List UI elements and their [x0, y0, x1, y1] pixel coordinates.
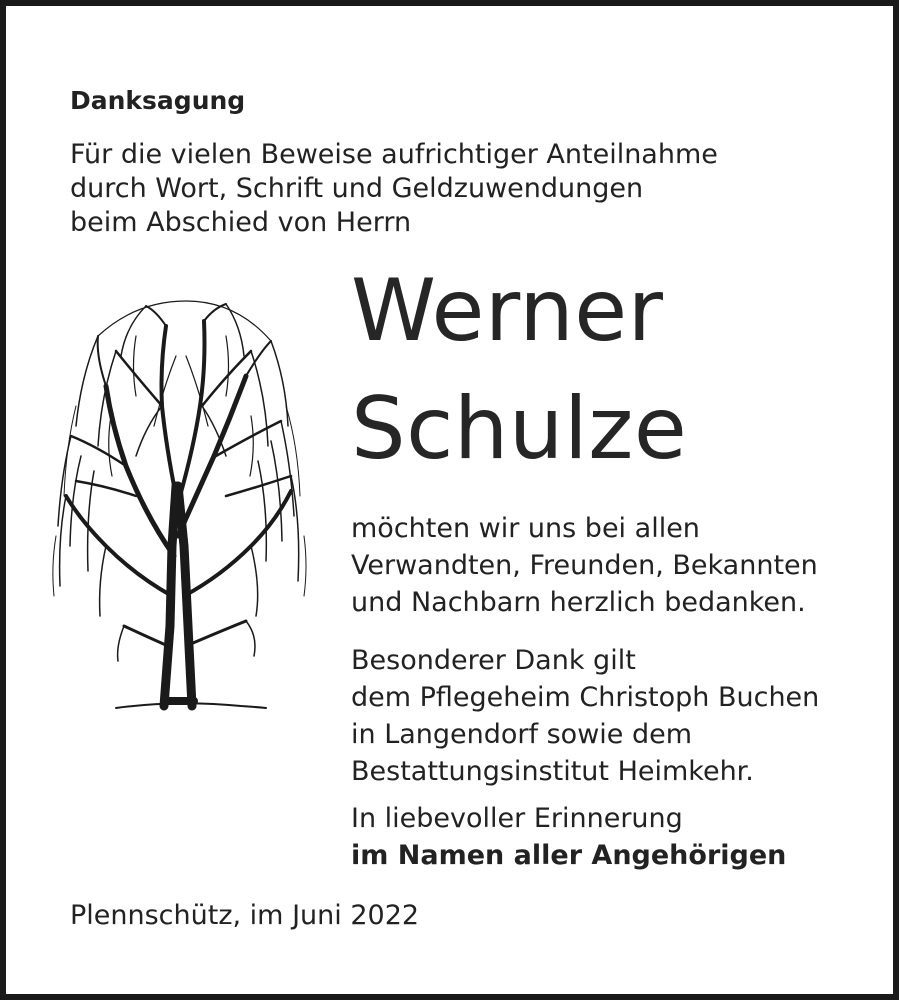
weeping-tree-icon	[36, 296, 316, 721]
special-thanks-line: Besonderer Dank gilt	[351, 645, 636, 676]
thanks-line: Verwandten, Freunden, Bekannten	[351, 550, 818, 581]
place-date: Plennschütz, im Juni 2022	[70, 900, 420, 931]
thanks-line: möchten wir uns bei allen	[351, 513, 700, 544]
special-thanks-text	[351, 642, 819, 790]
closing-signature: im Namen aller Angehörigen	[351, 840, 787, 871]
intro-line: durch Wort, Schrift und Geldzuwendungen	[70, 173, 644, 204]
deceased-last-name: Schulze	[351, 379, 688, 479]
thanks-line: und Nachbarn herzlich bedanken.	[351, 587, 806, 618]
special-thanks-line: in Langendorf sowie dem	[351, 719, 693, 750]
thanks-text	[351, 510, 818, 621]
intro-line: Für die vielen Beweise aufrichtiger Anteilnahme	[70, 139, 718, 170]
heading-title: Danksagung	[70, 86, 246, 115]
special-thanks-line: dem Pflegeheim Christoph Buchen	[351, 682, 820, 713]
special-thanks-line: Bestattungsinstitut Heimkehr.	[351, 756, 754, 787]
closing-line: In liebevoller Erinnerung	[351, 803, 683, 834]
closing-text	[351, 800, 786, 874]
deceased-first-name: Werner	[351, 261, 664, 361]
intro-text	[70, 138, 718, 240]
intro-line: beim Abschied von Herrn	[70, 207, 412, 238]
